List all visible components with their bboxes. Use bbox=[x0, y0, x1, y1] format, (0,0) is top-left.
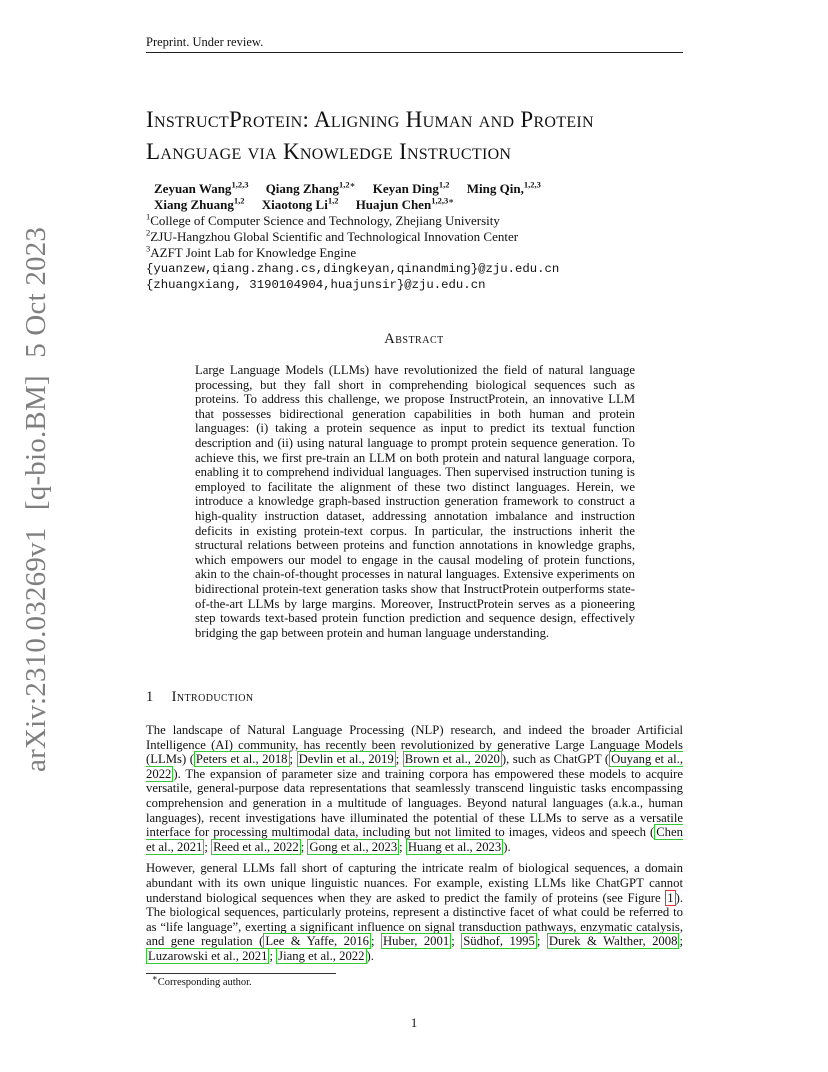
section-heading bbox=[146, 689, 254, 706]
email-line[interactable]: {zhuangxiang, 3190104904,huajunsir}@zju.edu.cn bbox=[146, 278, 486, 292]
author: Ming Qin,$^{1,2,3}$ bbox=[466, 179, 541, 196]
citation-link[interactable]: Luzarowski et al., 2021 bbox=[148, 948, 268, 963]
arxiv-id: arXiv:2310.03269v1 bbox=[20, 527, 52, 772]
page-number: 1 bbox=[410, 1016, 418, 1030]
citation-link[interactable]: Devlin et al., 2019 bbox=[298, 752, 394, 767]
affiliation: $^1$College of Computer Science and Technology, Zhejiang University bbox=[146, 211, 500, 228]
author: Xiaotong Li$^{1,2}$ bbox=[261, 195, 339, 212]
section-title: Introduction bbox=[171, 689, 254, 705]
paragraph: However, general LLMs fall short of capturing the intricate realm of biological sequences, a domain abundant with its own unique linguistic nuances. For example, existing LLMs like ChatGPT cannot understand biological sequences when they are asked to predict the family of proteins (see Figure 1 ). The biological sequences, particularly proteins, represent a distinctive facet of what could be referred to as “life language”, exerting a significant influence on signal transduction pathways, enzymatic catalysis, and gene regulation ( Lee & Yaffe, 2016 ; Huber, 2001 ; Südhof, 1995 ; Durek & Walther, 2008 ; Luzarowski et al., 2021 ; Jiang et al., 2022 ). bbox=[146, 861, 683, 963]
arxiv-date: 5 Oct 2023 bbox=[20, 226, 52, 358]
citation-link[interactable]: Ouyang et al., 2022 bbox=[146, 752, 683, 781]
email-line[interactable]: {yuanzew,qiang.zhang.cs,dingkeyan,qinandming}@zju.edu.cn bbox=[146, 262, 560, 276]
citation-link[interactable]: Gong et al., 2023 bbox=[309, 839, 398, 854]
running-header: Preprint. Under review. bbox=[146, 35, 264, 49]
author: Qiang Zhang$^{1,2∗}$ bbox=[265, 179, 356, 196]
title-line-2: Language via Knowledge Instruction bbox=[146, 139, 512, 164]
author: Xiang Zhuang$^{1,2}$ bbox=[154, 195, 245, 212]
paper-title bbox=[146, 104, 746, 168]
citation-link[interactable]: Huber, 2001 bbox=[383, 934, 450, 949]
citation-link[interactable]: Südhof, 1995 bbox=[463, 934, 535, 949]
affiliation: $^3$AZFT Joint Lab for Knowledge Engine bbox=[146, 243, 357, 260]
citation-link[interactable]: Peters et al., 2018 bbox=[195, 752, 288, 767]
author: Huajun Chen$^{1,2,3∗}$ bbox=[355, 195, 455, 212]
citation-link[interactable]: Lee & Yaffe, 2016 bbox=[265, 934, 370, 949]
paragraph: The landscape of Natural Language Processing (NLP) research, and indeed the broader Artificial Intelligence (AI) community, has recently been revolutionized by generative Large Language Models (LLMs) ( Peters et al., 2018 ; Devlin et al., 2019 ; Brown et al., 2020 ), such as ChatGPT ( Ouyang et al., 2022 ). The expansion of parameter size and training corpora has empowered these models to acquire versatile, general-purpose data representations that seamlessly transcend linguistic tasks encompassing comprehension and generation in a multitude of languages. Beyond natural languages (a.k.a., human languages), recent investigations have illuminated the potential of these LLMs to serve as a versatile interface for processing multimodal data, including but not limited to images, videos and speech ( Chen et al., 2021 ; Reed et al., 2022 ; Gong et al., 2023 ; Huang et al., 2023 ). bbox=[146, 723, 683, 854]
citation-link[interactable]: Chen et al., 2021 bbox=[146, 825, 683, 854]
author-line-1 bbox=[154, 181, 706, 197]
section-number: 1 bbox=[146, 689, 154, 705]
arxiv-sidebar-stamp bbox=[20, 217, 53, 772]
arxiv-category: [q-bio.BM] bbox=[20, 375, 52, 511]
citation-link[interactable]: Brown et al., 2020 bbox=[404, 752, 500, 767]
citation-link[interactable]: Jiang et al., 2022 bbox=[278, 948, 365, 963]
author: Zeyuan Wang$^{1,2,3}$ bbox=[154, 179, 249, 196]
affiliation: $^2$ZJU-Hangzhou Global Scientific and Technological Innovation Center bbox=[146, 227, 519, 244]
author-line-2 bbox=[154, 197, 706, 213]
author: Keyan Ding$^{1,2}$ bbox=[372, 179, 450, 196]
citation-link[interactable]: Durek & Walther, 2008 bbox=[548, 934, 678, 949]
figure-ref-link[interactable]: 1 bbox=[667, 890, 674, 905]
abstract-heading: Abstract bbox=[384, 331, 444, 347]
citation-link[interactable]: Huang et al., 2023 bbox=[407, 839, 502, 854]
citation-link[interactable]: Reed et al., 2022 bbox=[213, 839, 299, 854]
footnote-rule bbox=[146, 973, 336, 974]
author-block bbox=[146, 181, 706, 293]
title-line-1: InstructProtein: Aligning Human and Protein bbox=[146, 107, 594, 132]
header-rule bbox=[146, 52, 683, 53]
section-body bbox=[146, 723, 683, 971]
footnote: ∗Corresponding author. bbox=[152, 972, 252, 988]
abstract-body: Large Language Models (LLMs) have revolutionized the field of natural language processing, but they fall short in comprehending biological sequences such as proteins. To address this challenge, we propose InstructProtein, an innovative LLM that possesses bidirectional generation capabilities in both human and protein languages: (i) taking a protein sequence as input to predict its textual function description and (ii) using natural language to prompt protein sequence generation. To achieve this, we first pre-train an LLM on both protein and natural language corpora, enabling it to comprehend individual languages. Then supervised instruction tuning is employed to facilitate the alignment of these two distinct languages. Herein, we introduce a knowledge graph-based instruction generation framework to construct a high-quality instruction dataset, addressing annotation imbalance and instruction deficits in existing protein-text corpus. In particular, the instructions inherit the structural relations between proteins and function annotations in knowledge graphs, which empowers our model to engage in the causal modeling of protein functions, akin to the chain-of-thought processes in natural languages. Extensive experiments on bidirectional protein-text generation tasks show that InstructProtein outperforms state-of-the-art LLMs by large margins. Moreover, InstructProtein serves as a pioneering step towards text-based protein function prediction and sequence design, effectively bridging the gap between protein and human language understanding. bbox=[195, 363, 635, 640]
